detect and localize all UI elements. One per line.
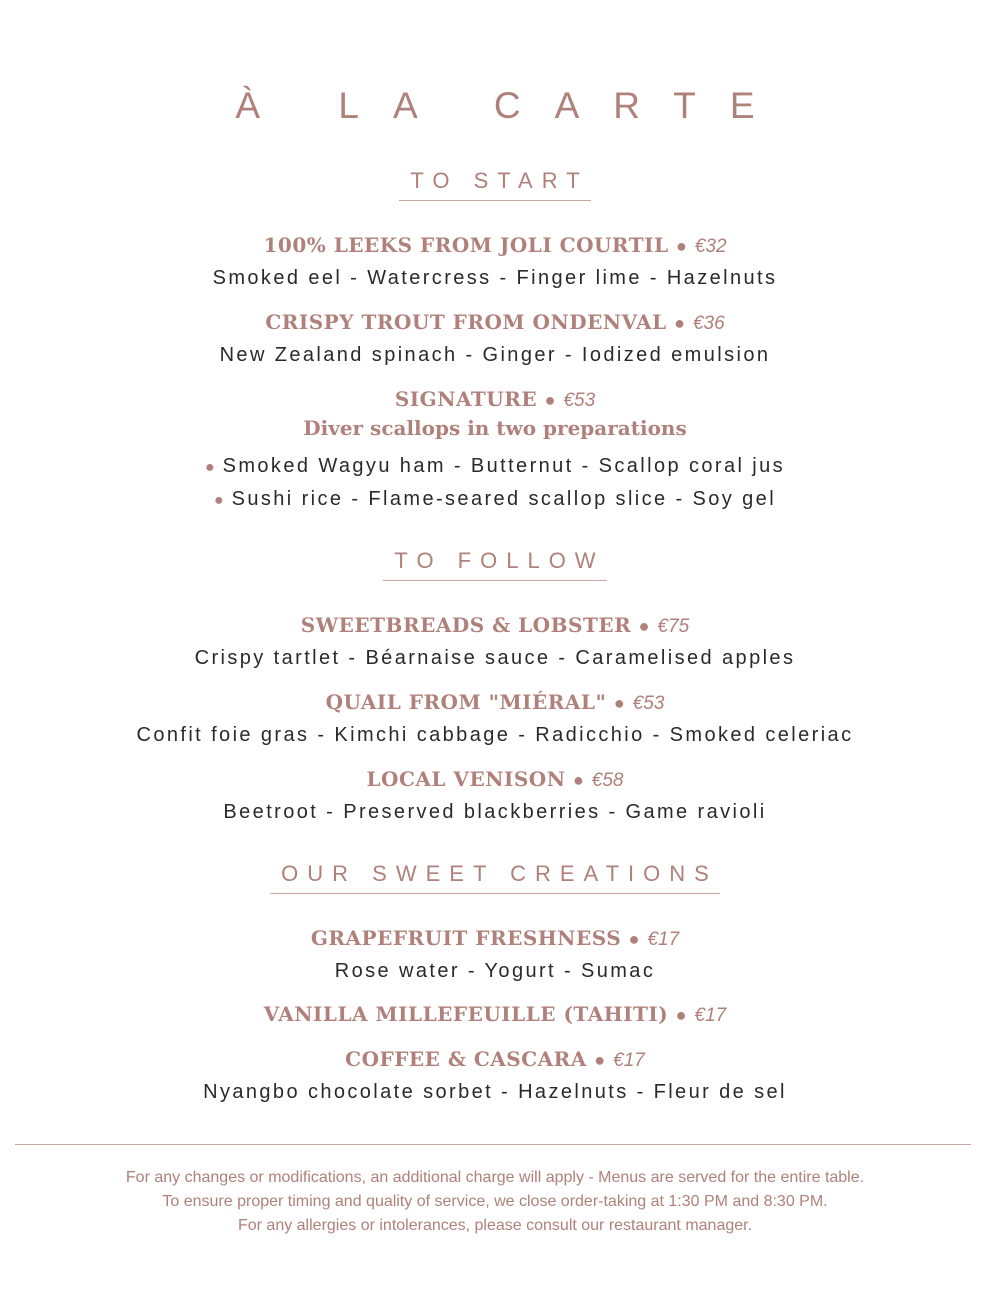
dot-separator-icon: ● [675,236,688,256]
section-heading-to-start [0,168,990,201]
dish-description: Rose water - Yogurt - Sumac [334,960,656,982]
dot-separator-icon: ● [594,1050,606,1070]
footer-divider [15,1144,971,1145]
dish-price: €17 [694,1005,727,1026]
menu-title: À LA CARTE [235,85,789,126]
dish-preparation-line [0,486,990,514]
footer-line: To ensure proper timing and quality of service, we close order-taking at 1:30 PM and 8:30 PM. [162,1193,828,1210]
dish-price: €53 [632,693,665,714]
dot-separator-icon: ● [572,770,585,790]
dish-price: €17 [613,1050,645,1071]
section-heading-label: OUR SWEET CREATIONS [270,861,720,894]
dish-name: VANILLA MILLEFEUILLE (TAHITI) [263,1002,669,1026]
dish-description: Smoked eel - Watercress - Finger lime - Hazelnuts [212,267,778,289]
dish-description: Crispy tartlet - Béarnaise sauce - Caramelised apples [194,647,796,669]
section-heading-sweet-creations [0,861,990,894]
dish-title-grapefruit [0,925,990,953]
bullet-icon: ● [213,492,224,509]
dot-separator-icon: ● [613,693,626,713]
dot-separator-icon: ● [638,616,651,636]
dish-price: €53 [563,390,596,411]
dish-title-venison [0,766,990,794]
preparation-text: Smoked Wagyu ham - Butternut - Scallop coral jus [222,455,786,477]
dish-name: 100% LEEKS FROM JOLI COURTIL [263,233,669,257]
dish-price: €58 [591,770,624,791]
dish-subtitle: Diver scallops in two preparations [303,416,687,440]
dish-description: New Zealand spinach - Ginger - Iodized emulsion [219,344,771,366]
dish-title-leeks [0,232,990,260]
dish-name: SWEETBREADS & LOBSTER [300,613,632,637]
dish-price: €17 [647,929,680,950]
footer-line: For any changes or modifications, an additional charge will apply - Menus are served for the entire table. [125,1169,865,1186]
dish-price: €32 [694,236,727,257]
dish-name: SIGNATURE [394,387,538,411]
dish-description: Confit foie gras - Kimchi cabbage - Radicchio - Smoked celeriac [136,724,854,746]
bullet-icon: ● [204,459,215,476]
dot-separator-icon: ● [674,313,686,333]
footer-line: For any allergies or intolerances, please consult our restaurant manager. [237,1217,753,1234]
section-heading-to-follow [0,548,990,581]
dot-separator-icon: ● [675,1005,688,1025]
dish-name: CRISPY TROUT FROM ONDENVAL [265,310,667,334]
dot-separator-icon: ● [544,390,556,410]
dish-name: COFFEE & CASCARA [345,1047,587,1071]
preparation-text: Sushi rice - Flame-seared scallop slice - Soy gel [231,488,777,510]
dish-title-quail [0,689,990,717]
dish-title-signature [0,386,990,414]
dish-price: €36 [692,313,725,334]
dish-name: LOCAL VENISON [366,767,566,791]
section-heading-label: TO START [399,168,590,201]
dish-description: Nyangbo chocolate sorbet - Hazelnuts - Fleur de sel [203,1081,787,1103]
dish-name: GRAPEFRUIT FRESHNESS [310,926,622,950]
dish-title-sweetbreads [0,612,990,640]
section-heading-label: TO FOLLOW [383,548,606,581]
dish-title-coffee [0,1046,990,1074]
dot-separator-icon: ● [628,929,640,949]
dish-title-trout [0,309,990,337]
dish-description: Beetroot - Preserved blackberries - Game ravioli [223,801,767,823]
dish-title-millefeuille [0,1001,990,1029]
dish-name: QUAIL FROM "MIÉRAL" [325,690,607,714]
dish-price: €75 [657,616,690,637]
dish-preparation-line [0,453,990,481]
